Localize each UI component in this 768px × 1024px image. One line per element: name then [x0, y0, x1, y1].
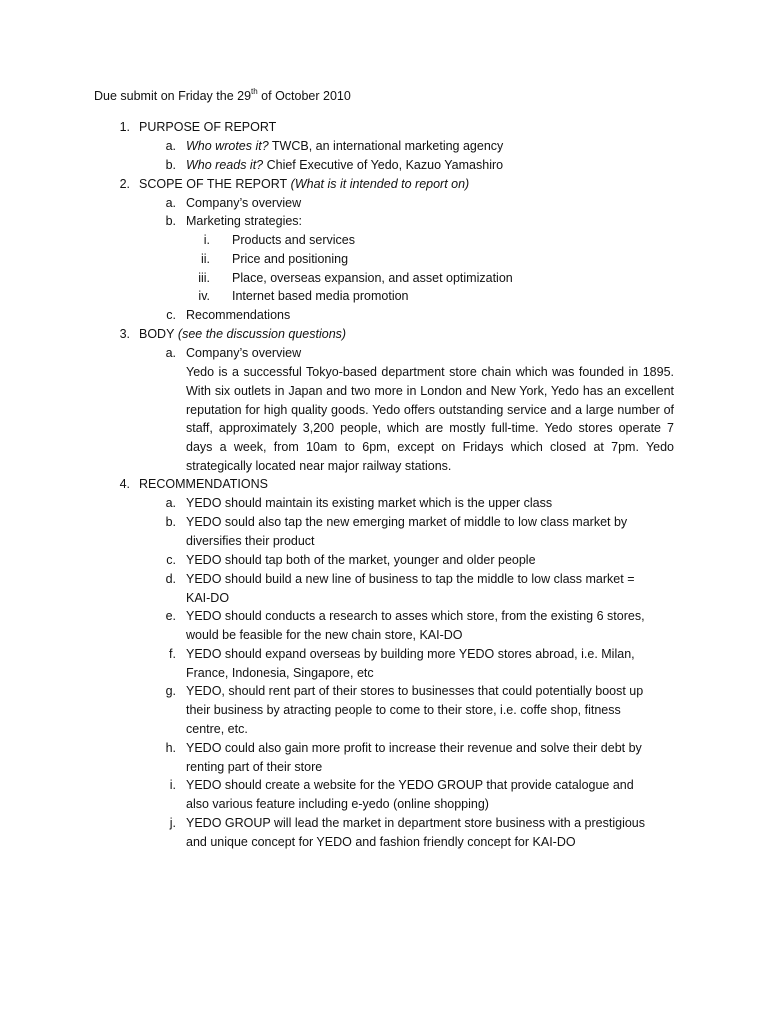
recommendation-text: YEDO should tap both of the market, younger and older people: [186, 553, 536, 567]
due-superscript: th: [251, 87, 258, 96]
item-text: Recommendations: [186, 308, 291, 322]
section-title: PURPOSE OF REPORT: [139, 120, 277, 134]
item-text: Company’s overview: [186, 346, 302, 360]
item-letter: f.: [169, 647, 176, 661]
item-question: Who wrotes it?: [186, 139, 269, 153]
recommendation-text: YEDO should conducts a research to asses which store, from the existing 6 stores, would be feasible for the new chain store, KAI-DO: [186, 609, 645, 642]
item-letter: b.: [165, 515, 176, 529]
section-title: SCOPE OF THE REPORT: [139, 177, 288, 191]
subitem-numeral: ii.: [200, 252, 210, 266]
subitem-text: Internet based media promotion: [232, 289, 409, 303]
due-date-line: [94, 87, 351, 105]
section-note: (see the discussion questions): [174, 327, 347, 341]
subitem-text: Place, overseas expansion, and asset optimization: [232, 271, 513, 285]
recommendation-text: YEDO should create a website for the YEDO GROUP that provide catalogue and also various feature including e-yedo (online shopping): [186, 778, 634, 811]
item-question: Who reads it?: [186, 158, 264, 172]
recommendation-text: YEDO should maintain its existing market which is the upper class: [186, 496, 553, 510]
item-letter: a.: [165, 346, 176, 360]
subitem-text: Products and services: [232, 233, 355, 247]
subitem-numeral: iv.: [198, 289, 210, 303]
section-number: 1.: [119, 120, 130, 134]
item-text: Chief Executive of Yedo, Kazuo Yamashiro: [263, 158, 504, 172]
recommendation-text: YEDO should expand overseas by building more YEDO stores abroad, i.e. Milan, France, Indonesia, Singapore, etc: [186, 647, 635, 680]
item-letter: c.: [166, 553, 176, 567]
subitem-numeral: i.: [203, 233, 210, 247]
item-text: TWCB, an international marketing agency: [268, 139, 504, 153]
item-text: Company’s overview: [186, 196, 302, 210]
item-letter: a.: [165, 196, 176, 210]
section-number: 4.: [119, 477, 130, 491]
subitem-numeral: iii.: [198, 271, 210, 285]
company-overview-paragraph: Yedo is a successful Tokyo-based department store chain which was founded in 1895. With six outlets in Japan and two more in London and New York, Yedo has an excellent reputation for high quality goods. Yedo offers outstanding service and a large number of staff, approximately 3,200 people, which are mostly full-time. Yedo stores operate 7 days a week, from 10am to 6pm, except on Fridays which closed at 7pm. Yedo strategically located near major railway stations.: [186, 365, 674, 473]
due-text: Due submit on Friday the 29: [94, 89, 252, 103]
recommendation-text: YEDO, should rent part of their stores to businesses that could potentially boost up their business by atracting people to come to their store, i.e. coffe shop, fitness centre, etc.: [186, 684, 644, 736]
due-text-suffix: of October 2010: [257, 89, 351, 103]
recommendation-text: YEDO sould also tap the new emerging market of middle to low class market by diversifies their product: [186, 515, 628, 548]
recommendation-text: YEDO could also gain more profit to increase their revenue and solve their debt by renting part of their store: [186, 741, 642, 774]
item-letter: c.: [166, 308, 176, 322]
section-note: (What is it intended to report on): [287, 177, 470, 191]
recommendation-text: YEDO should build a new line of business to tap the middle to low class market = KAI-DO: [186, 572, 635, 605]
item-letter: e.: [165, 609, 176, 623]
item-letter: d.: [165, 572, 176, 586]
item-letter: b.: [165, 158, 176, 172]
item-letter: g.: [165, 684, 176, 698]
item-letter: a.: [165, 496, 176, 510]
item-text: Marketing strategies:: [186, 214, 303, 228]
section-title: RECOMMENDATIONS: [139, 477, 268, 491]
item-letter: h.: [165, 741, 176, 755]
item-letter: i.: [169, 778, 176, 792]
recommendation-text: YEDO GROUP will lead the market in department store business with a prestigious and unique concept for YEDO and fashion friendly concept for KAI-DO: [186, 816, 645, 849]
item-letter: b.: [165, 214, 176, 228]
section-number: 3.: [119, 327, 130, 341]
item-letter: j.: [169, 816, 176, 830]
subitem-text: Price and positioning: [232, 252, 349, 266]
section-number: 2.: [119, 177, 130, 191]
item-letter: a.: [165, 139, 176, 153]
section-title: BODY: [139, 327, 175, 341]
